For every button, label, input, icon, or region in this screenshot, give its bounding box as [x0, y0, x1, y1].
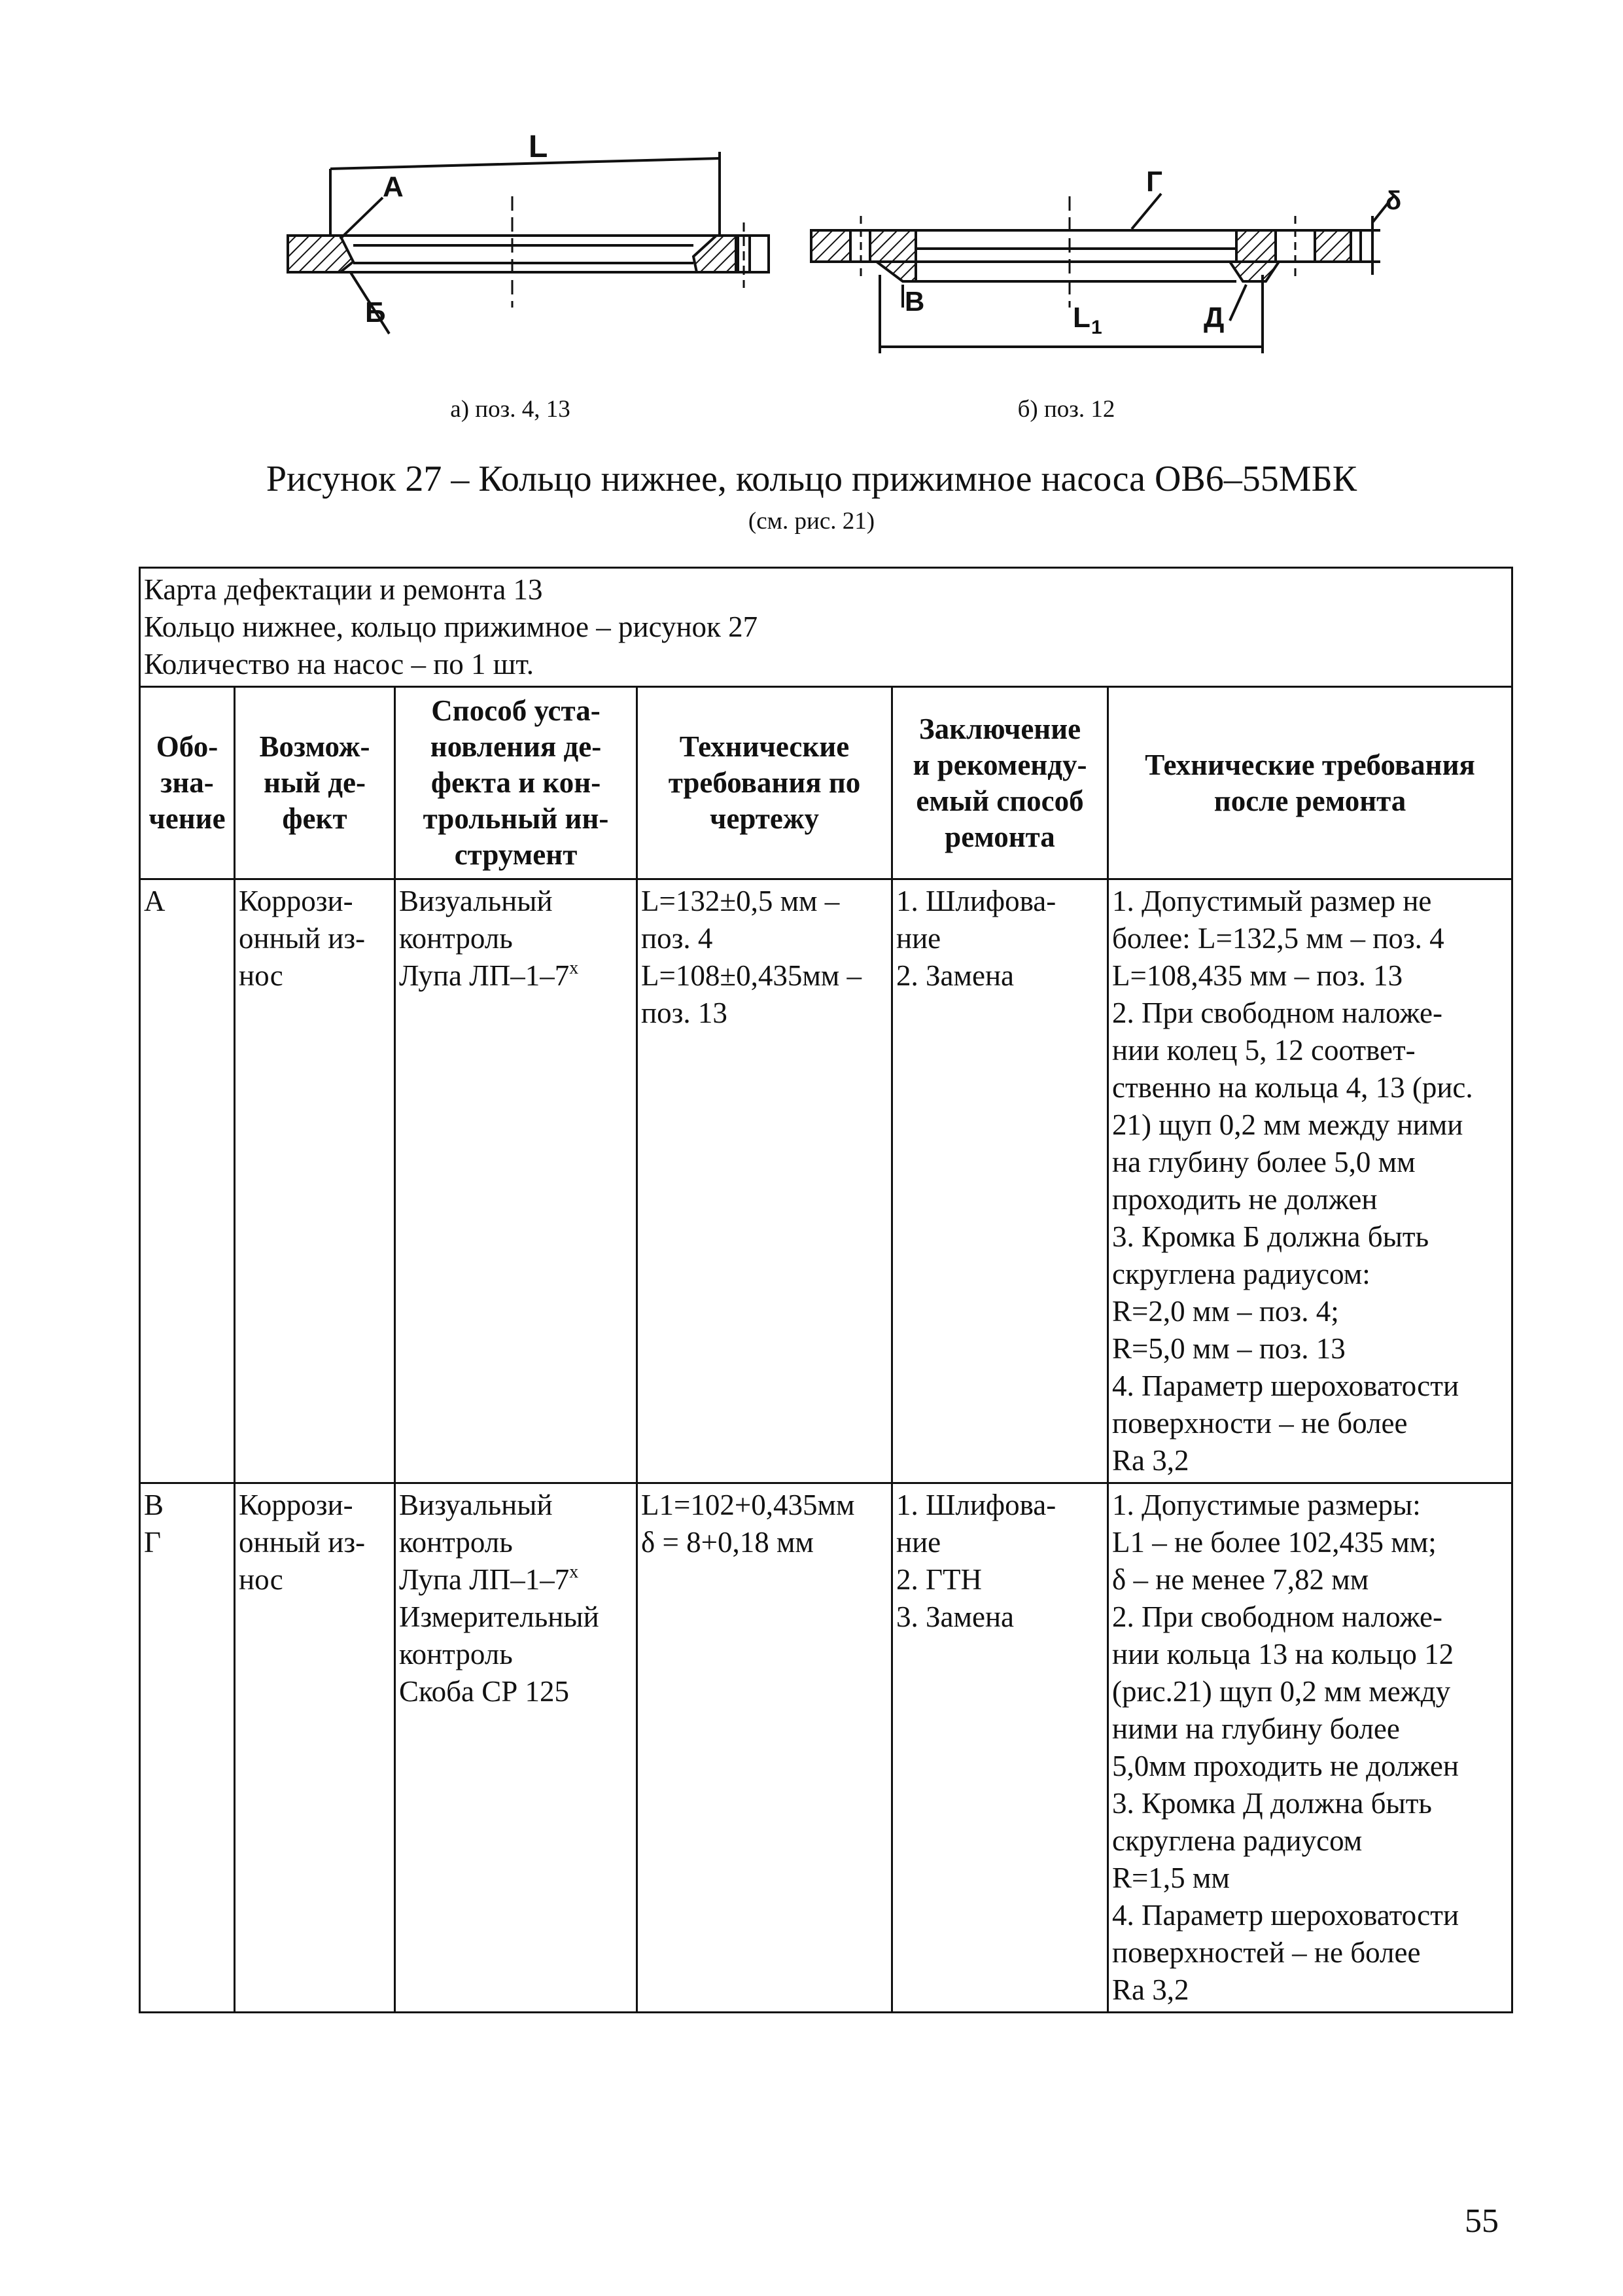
label-L: L [529, 130, 548, 164]
cell-method: Визуальный контроль Лупа $ЛП-1-7^х$ Измерительный контроль Скоба СР 125 [395, 1483, 637, 2013]
table-row [140, 879, 1512, 1483]
label-L1: L [1073, 302, 1091, 334]
cell-after-repair: 1. Допустимый размер не более: L=132,5 мм – поз. 4 L=108,435 мм – поз. 13 2. При свободном наложе- нии колец 5, 12 соответ- ственно на кольца 4, 13 (рис. 21) щуп 0,2 мм между ними на глубину более 5,0 мм проходить не должен 3. Кромка Б должна быть скруглена радиусом: R=2,0 мм – поз. 4; R=5,0 мм – поз. 13 4. Параметр шероховатости поверхности – не более Ra 3,2 [1108, 879, 1512, 1483]
figure-ref: (см. рис. 21) [748, 508, 875, 535]
cell-after-repair: 1. Допустимые размеры: L1 – не более 102,435 мм; δ – не менее 7,82 мм 2. При свободном наложе- нии кольца 13 на кольцо 12 (рис.21) щуп 0,2 мм между ними на глубину более 5,0мм проходить не должен 3. Кромка Д должна быть скруглена радиусом R=1,5 мм 4. Параметр шероховатости поверхностей – не более Ra 3,2 [1108, 1483, 1512, 2013]
figure-drawing [0, 0, 1623, 406]
col-method: Способ уста- новления де- фекта и кон- трольный ин- струмент [395, 687, 637, 879]
card-title: Карта дефектации и ремонта 13 [144, 573, 543, 606]
label-A: А [383, 171, 404, 203]
label-D: Д [1204, 302, 1225, 334]
card-quantity: Количество на насос – по 1 шт. [144, 648, 534, 680]
caption-a: а) поз. 4, 13 [450, 396, 570, 423]
label-delta: δ [1386, 186, 1402, 215]
cell-designation: В Г [140, 1483, 235, 2013]
cell-designation: А [140, 879, 235, 1483]
cell-method: Визуальный контроль Лупа $ЛП-1-7^х$ [395, 879, 637, 1483]
col-defect: Возмож- ный де- фект [235, 687, 395, 879]
ring-lower-drawing [288, 152, 769, 334]
col-after-repair: Технические требования после ремонта [1108, 687, 1512, 879]
figure-title: Рисунок 27 – Кольцо нижнее, кольцо прижимное насоса ОВ6–55МБК [266, 459, 1357, 499]
cell-defect: Коррози- онный из- нос [235, 879, 395, 1483]
label-B: Б [365, 296, 386, 328]
cell-requirements: L=132±0,5 мм – поз. 4 L=108±0,435мм – поз. 13 [637, 879, 892, 1483]
label-V: В [905, 286, 925, 317]
cell-defect: Коррози- онный из- нос [235, 1483, 395, 2013]
label-G: Г [1146, 166, 1162, 198]
col-requirements: Технические требования по чертежу [637, 687, 892, 879]
col-conclusion: Заключение и рекоменду- емый способ ремонта [892, 687, 1108, 879]
caption-b: б) поз. 12 [1017, 396, 1115, 423]
card-header-row [140, 568, 1512, 687]
column-header-row [140, 687, 1512, 879]
card-header [140, 568, 1512, 687]
defect-card-table [139, 567, 1513, 2013]
table-row [140, 1483, 1512, 2013]
card-part: Кольцо нижнее, кольцо прижимное – рисунок 27 [144, 610, 758, 643]
cell-conclusion: 1. Шлифова- ние 2. ГТН 3. Замена [892, 1483, 1108, 2013]
cell-requirements: L1=102+0,435мм δ = 8+0,18 мм [637, 1483, 892, 2013]
page-number: 55 [1465, 2202, 1499, 2240]
cell-conclusion: 1. Шлифова- ние 2. Замена [892, 879, 1108, 1483]
ring-pressure-drawing [811, 194, 1393, 353]
label-L1-sub: 1 [1091, 317, 1102, 338]
col-designation: Обо- зна- чение [140, 687, 235, 879]
